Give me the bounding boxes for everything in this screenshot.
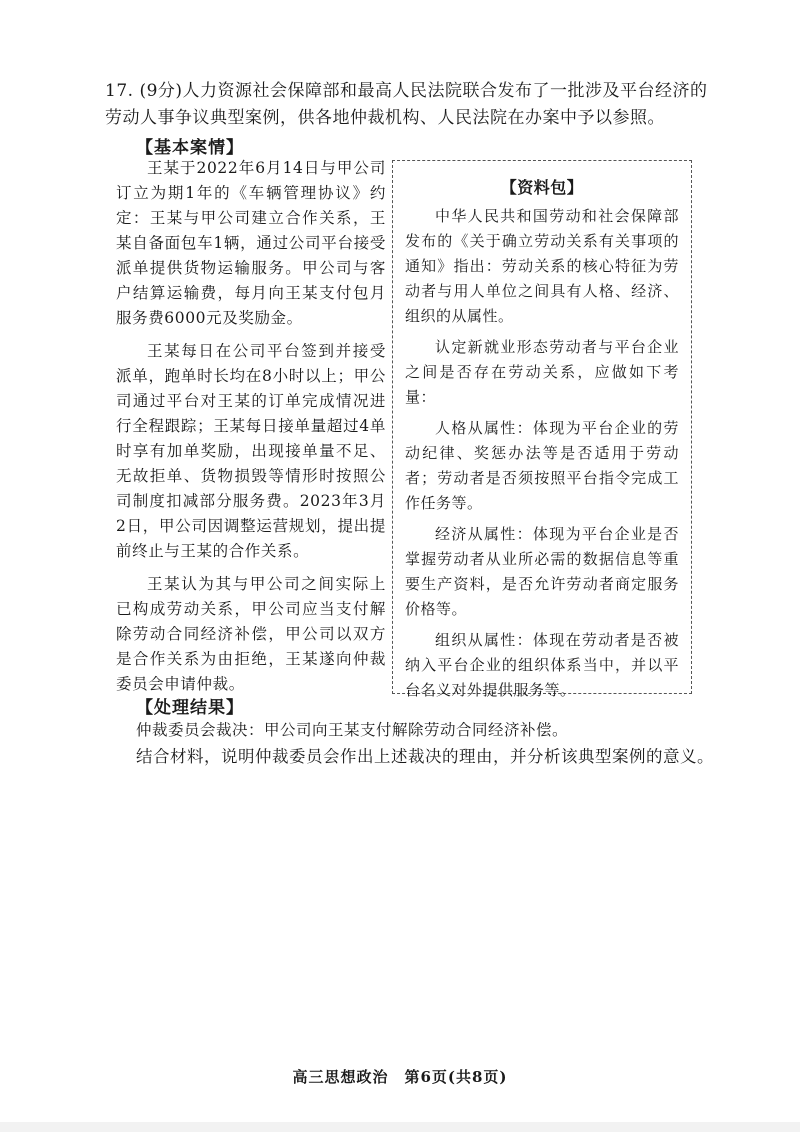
basic-case-body (116, 156, 386, 705)
basic-case-paragraph: 王某于2022年6月14日与甲公司订立为期1年的《车辆管理协议》约定：王某与甲公司建立合作关系，王某自备面包车1辆，通过公司平台接受派单提供货物运输服务。甲公司与客户结算运输费，每月向王某支付包月服务费6000元及奖励金。 (116, 159, 386, 327)
materials-title: 【资料包】 (500, 178, 584, 197)
question-task: 结合材料，说明仲裁委员会作出上述裁决的理由，并分析该典型案例的意义。 (136, 747, 714, 766)
basic-case-paragraph: 王某认为其与甲公司之间实际上已构成劳动关系，甲公司应当支付解除劳动合同经济补偿，甲公司以双方是合作关系为由拒绝，王某遂向仲裁委员会申请仲裁。 (116, 575, 386, 693)
page-footer: 高三思想政治 第6页(共8页) (292, 1068, 508, 1086)
bottom-bar (0, 1122, 800, 1132)
materials-paragraph: 认定新就业形态劳动者与平台企业之间是否存在劳动关系，应做如下考量： (405, 338, 679, 406)
result-text: 仲裁委员会裁决：甲公司向王某支付解除劳动合同经济补偿。 (136, 721, 569, 739)
basic-case-title: 【基本案情】 (136, 138, 244, 158)
result-title: 【处理结果】 (136, 698, 244, 718)
materials-paragraph: 经济从属性：体现为平台企业是否掌握劳动者从业所必需的数据信息等重要生产资料，是否允许劳动者商定服务价格等。 (405, 525, 679, 618)
materials-paragraph: 中华人民共和国劳动和社会保障部发布的《关于确立劳动关系有关事项的通知》指出：劳动关系的核心特征为劳动者与用人单位之间具有人格、经济、组织的从属性。 (405, 207, 679, 325)
materials-paragraph: 组织从属性：体现在劳动者是否被纳入平台企业的组织体系当中，并以平台名义对外提供服务等。 (405, 631, 679, 699)
basic-case-paragraph: 王某每日在公司平台签到并接受派单，跑单时长均在8小时以上；甲公司通过平台对王某的订单完成情况进行全程跟踪；王某每日接单量超过4单时享有加单奖励，出现接单量不足、无故拒单、货物损毁等情形时按照公司制度扣减部分服务费。2023年3月2日，甲公司因调整运营规划，提出提前终止与王某的合作关系。 (116, 342, 386, 560)
question-header: 17. (9分)人力资源社会保障部和最高人民法院联合发布了一批涉及平台经济的劳动人事争议典型案例，供各地仲裁机构、人民法院在办案中予以参照。 (105, 81, 708, 128)
materials-box (392, 160, 692, 699)
materials-paragraph: 人格从属性：体现为平台企业的劳动纪律、奖惩办法等是否适用于劳动者；劳动者是否须按照平台指令完成工作任务等。 (405, 419, 679, 512)
